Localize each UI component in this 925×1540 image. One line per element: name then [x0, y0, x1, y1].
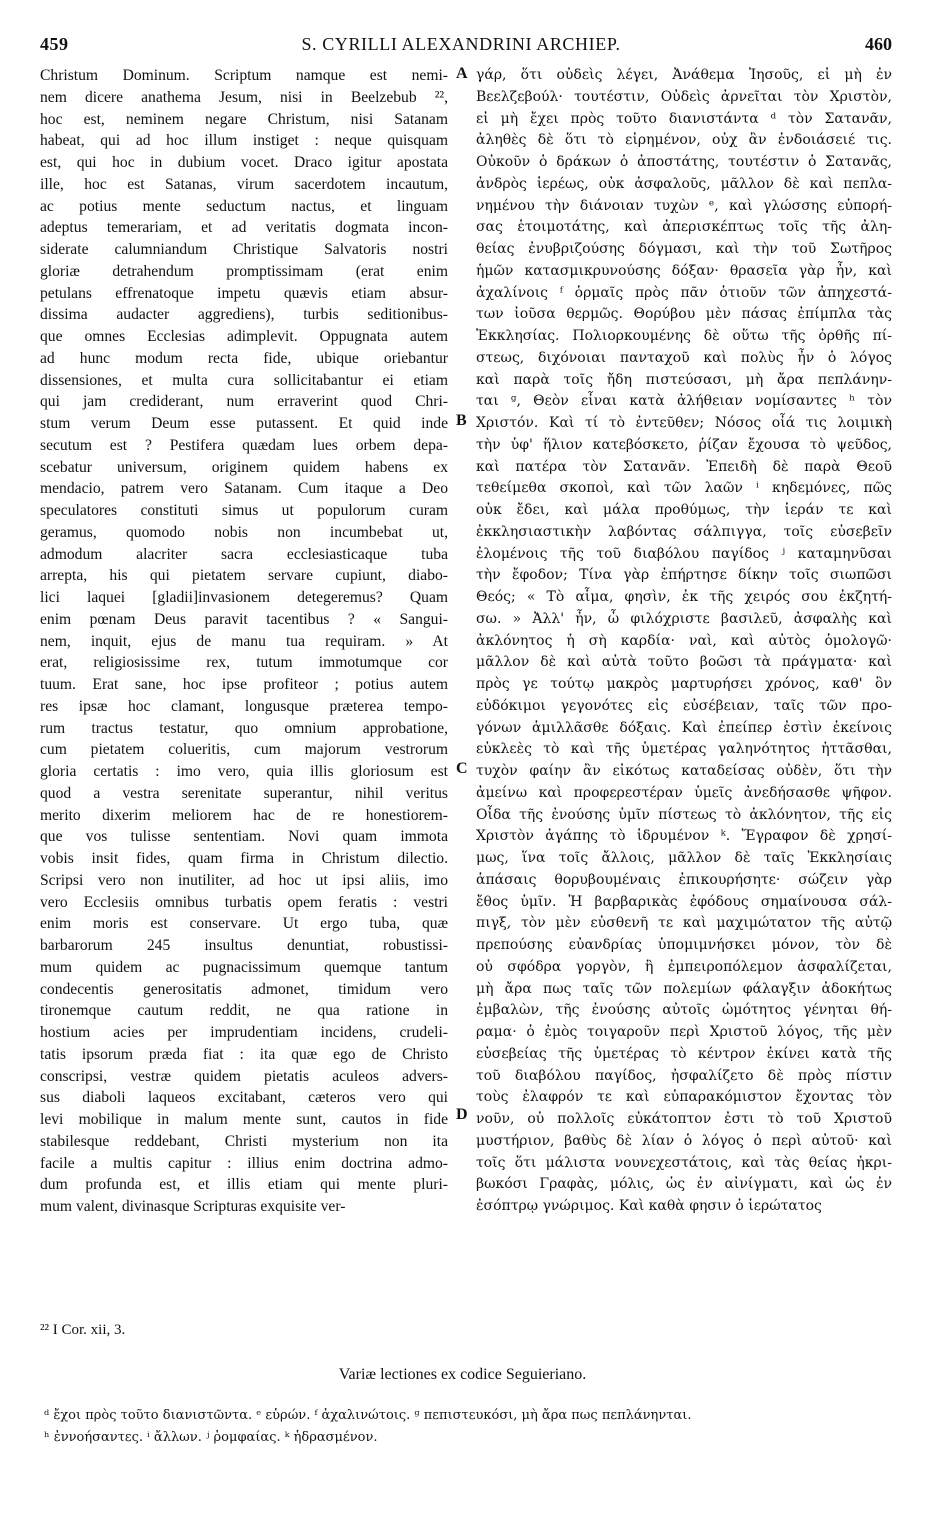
text-line: ἀχαλίνοις ᶠ ὁρμαῖς πρὸς πᾶν ὁτιοῦν τῶν ἀπηχεστά-: [476, 284, 892, 301]
greek-column: [476, 65, 892, 1218]
text-line: Scripsi vero non inutiliter, ad hoc ut ipsi aliis, imo: [40, 871, 448, 889]
text-line: μυστήριον, βαθὺς δὲ λίαν ὁ λόγος ὁ περὶ αὐτοῦ· καὶ: [476, 1132, 892, 1149]
text-line: quod a vestra serenitate superantur, nihil veritus: [40, 784, 448, 802]
margin-marker-a: A: [456, 65, 468, 82]
margin-marker-c: C: [456, 760, 468, 777]
text-line: speculatores constituti simus ut populorum curam: [40, 502, 448, 519]
text-line: adeptus temerariam, et ad veritatis dogmata incon-: [40, 219, 448, 237]
text-line: πρεπούσης εὐανδρίας ὑπομιμνήσκει μόνον, τὸν δὲ: [476, 937, 892, 953]
text-line: qui jam crediderant, num erraverint quod Chri-: [40, 393, 448, 411]
text-line: sus diaboli laqueos excitabant, cæteros vero qui: [40, 1089, 448, 1107]
text-line: οὐ σφόδρα γοργὸν, ἢ ἐμπειροπόλεμον ἀσφαλίζεται,: [476, 958, 892, 975]
text-line: καὶ πατέρα τὸν Σατανᾶν. Ἐπειδὴ δὲ παρὰ Θεοῦ: [476, 458, 892, 475]
text-line: rum tractus testatur, quo omnium approbatione,: [40, 719, 448, 737]
variae-lectiones-title: Variæ lectiones ex codice Seguieriano.: [338, 1366, 587, 1383]
text-line: barbarorum 245 insultus denuntiat, robustissi-: [40, 937, 448, 954]
text-line: que omnes Ecclesias adimplevit. Oppugnata autem: [40, 328, 448, 345]
text-line: petulans effrenatoque impetu quævis etiam absur-: [40, 284, 448, 302]
text-line: dum profunda est, et illis etiam qui mente pluri-: [40, 1176, 448, 1194]
text-line: τοὺς ἐλαφρόν τε καὶ εὐπαρακόμιστον ἔχοντας τὸν: [476, 1089, 892, 1106]
text-line: οὐκ ἔδει, καὶ μάλα προθύμως, τὴν ἱεράν τε καὶ: [476, 502, 892, 518]
text-line: dissensiones, et multa cura sollicitabantur ei etiam: [40, 371, 448, 389]
text-line: que vos tulisse sententiam. Novi quam immota: [40, 828, 448, 846]
text-line: εἰ μὴ ἔχει πρὸς τοῦτο διανιστάντα ᵈ τὸν Σατανᾶν,: [476, 110, 892, 127]
running-header: [30, 34, 892, 62]
text-line: στεως, διχόνοιαι πανταχοῦ καὶ πολὺς ἦν ὁ λόγος: [476, 349, 892, 366]
text-line: mum quidem ac pugnacissimum quemque tantum: [40, 958, 448, 976]
text-line: εὐσεβείας τῆς ὑμετέρας τὸ κέντρον ἐκίνει κατὰ τῆς: [476, 1045, 892, 1062]
text-line: secutum est ? Pestifera quædam lues orbem depa-: [40, 436, 448, 454]
text-line: levi mobilique in malum mente sunt, cautos in fide: [40, 1111, 448, 1128]
text-line: των ἰοῦσα θερμῶς. Θορύβου μὲν πάσας ἐπίμπλα τὰς: [476, 306, 892, 323]
text-line: erat, religiosissime rex, tutum immotumque cor: [40, 654, 448, 672]
text-line: conscripsi, vestræ quidem pietatis aculeos advers-: [40, 1067, 448, 1085]
text-line: τοῦ διαβόλου παγίδος, ἠσφαλίζετο δὲ πρὸς πίστιν: [476, 1067, 892, 1084]
running-title: S. CYRILLI ALEXANDRINI ARCHIEP.: [301, 34, 621, 54]
text-line: μὴ ἄρα πως ταῖς τῶν πολεμίων φάλαγξιν ἀδοκήτως: [476, 980, 892, 997]
text-line: ἐμβαλὼν, τῆς ἐνούσης αὐτοῖς ὠμότητος γένηται θή-: [476, 1002, 892, 1019]
text-line: ται ᵍ, Θεὸν εἶναι κατὰ ἀλήθειαν νομίσαντες ʰ τὸν: [476, 393, 892, 410]
text-line: merito dixerim meliorem hac de re honestiorem-: [40, 806, 448, 824]
text-line: Οἶδα τῆς ἐνούσης ὑμῖν πίστεως τὸ ἀκλόνητον, τῆς εἰς: [476, 806, 892, 823]
text-line: ille, hoc est Satanas, virum sacerdotem incautum,: [40, 175, 448, 193]
text-line: vero Ecclesiis omnibus turbatis opem feratis : vestri: [40, 893, 448, 911]
text-line: hoc est, neminem negare Christum, nisi Satanam: [40, 110, 448, 128]
text-line: nem dicere anathema Jesum, nisi in Beelzebub ²²,: [40, 88, 448, 106]
text-line: ἐσόπτρῳ γνώριμος. Καὶ καθὰ φησιν ὁ ἱερώτατος: [476, 1198, 822, 1214]
text-line: ἀμείνω καὶ προφερεστέραν ὑμεῖς ἀνεδήσασθε ψῆφον.: [476, 784, 892, 801]
text-line: habeat, qui ad hoc illum instiget : neque quisquam: [40, 132, 448, 150]
text-line: εὐδόκιμοι γεγονότες εἰς εὐσέβειαν, ταῖς τῶν προ-: [476, 697, 892, 714]
variant-readings-line: ʰ ἐννοήσαντες. ⁱ ἄλλων. ʲ ῥομφαίας. ᵏ ἡδρασμένον.: [44, 1430, 378, 1445]
text-line: tatis ipsorum præda fiat : ita quæ ego de Christo: [40, 1045, 448, 1063]
text-line: stabilesque reddebant, Christi mysterium non ita: [40, 1132, 448, 1150]
text-line: tironemque cautum reddit, ne qua ratione in: [40, 1002, 448, 1020]
margin-marker-b: B: [456, 412, 467, 429]
text-line: tuum. Erat sane, hoc ipse profiteor ; potius autem: [40, 676, 448, 693]
text-line: θείας ἐνυβριζούσης δόγμασι, καὶ τὴν τοῦ Σωτῆρος: [476, 241, 892, 257]
text-line: τὴν ἔφοδον; Τίνα γὰρ ἐπήρτησε δίκην τοῖς σιωπῶσι: [476, 567, 892, 584]
text-line: τυχὸν φαίην ἂν εἰκότως καταδείσας οὐδὲν, ὅτι τὴν: [476, 763, 892, 779]
text-line: scebatur universum, originem quidem habens ex: [40, 458, 448, 476]
text-line: γόνων ἁμιλλᾶσθε δόξαις. Καὶ ἐπείπερ ἐστὶν ἐκείνοις: [476, 719, 892, 736]
text-line: ἡμῶν κατασμικρυνούσης δόξαν· θρασεῖα γὰρ ἦν, καὶ: [476, 262, 892, 279]
scripture-footnote: ²² I Cor. xii, 3.: [40, 1322, 126, 1338]
text-line: Οὐκοῦν ὁ δράκων ὁ ἀποστάτης, τουτέστιν ὁ Σατανᾶς,: [476, 154, 892, 170]
text-line: μᾶλλον δὲ καὶ αὐτὰ τοῦτο βοῶσι τὰ πράγματα· καὶ: [476, 654, 892, 671]
text-line: ἀνδρὸς ἱερέως, οὐκ ἀσφαλοῦς, μᾶλλον δὲ καὶ πεπλα-: [476, 175, 892, 192]
text-line: condecentis generositatis admonet, timidum vero: [40, 980, 448, 998]
text-line: est, qui hoc in dubium vocet. Draco igitur apostata: [40, 154, 448, 171]
text-line: ἐλομένοις τῆς τοῦ διαβόλου παγίδος ʲ καταμηνῦσαι: [476, 545, 892, 562]
text-line: vobis insit fides, quam firma in Christum dilectio.: [40, 850, 448, 867]
text-line: ἀληθὲς δὲ ὅτι τὸ εἰρημένον, οὐχ ἂν ἐνδοιάσειέ τις.: [476, 132, 892, 149]
text-line: νημένου τὴν διάνοιαν τυχὼν ᵉ, καὶ γλώσσης εὐπορή-: [476, 197, 892, 214]
text-line: ἐκκλησιαστικὴν λαβόντας σάλπιγγα, τοῖς εὐσεβεῖν: [476, 523, 892, 540]
text-line: Βεελζεβούλ· τουτέστιν, Οὐδεὶς ἀρνεῖται τὸν Χριστὸν,: [476, 88, 892, 105]
text-line: γάρ, ὅτι οὐδεὶς λέγει, Ἀνάθεμα Ἰησοῦς, εἰ μὴ ἐν: [476, 67, 892, 83]
text-line: μως, ἵνα τοῖς ἄλλοις, μᾶλλον δὲ ταῖς Ἐκκλησίαις: [476, 850, 892, 866]
text-line: πρὸς γε τούτῳ μακρὸς μαρτυρήσει χρόνος, καθ' ὃν: [476, 676, 892, 692]
text-line: νοῦν, οὐ πολλοῖς εὐκάτοπτον ἐστι τὸ τοῦ Χριστοῦ: [476, 1111, 892, 1127]
text-line: Χριστὸν ἀγάπης τὸ ἱδρυμένον ᵏ. Ἔγραφον δὲ χρησί-: [476, 828, 892, 845]
text-line: τοῖς ὅτι μάλιστα νουνεχεστάτοις, καὶ τὰς θείας ἠκρι-: [476, 1154, 892, 1171]
text-line: Θεός; « Τὸ αἷμα, φησὶν, ἐκ τῆς χειρός σου ἐκζητή-: [476, 589, 892, 605]
text-line: gloriæ detrahendum promptissimam (erat enim: [40, 262, 448, 280]
text-line: nem, inquit, ejus de manu tua requiram. » At: [40, 632, 448, 650]
margin-marker-d: D: [456, 1106, 468, 1123]
text-line: hostium acies per imprudentiam incidens, crudeli-: [40, 1024, 448, 1041]
page-number-right: 460: [865, 34, 892, 54]
text-line: mendacio, patrem vero Satanam. Cum itaque a Deo: [40, 480, 448, 498]
text-line: stum verum Deum esse putassent. Et quid inde: [40, 415, 448, 432]
text-line: Χριστόν. Καὶ τί τὸ ἐντεῦθεν; Νόσος οἶά τις λοιμικὴ: [476, 415, 892, 431]
text-line: arrepta, his qui pietatem servare cupiunt, diabo-: [40, 567, 448, 585]
text-line: ἀκλόνητος ἡ σὴ καρδία· ναὶ, καὶ αὐτὸς ὁμολογῶ·: [476, 632, 892, 649]
text-line: enim pœnam Deus paravit tacentibus ? « Sangui-: [40, 610, 448, 628]
text-line: ἔθος ὑμῖν. Ἡ βαρβαρικὰς ἐφόδους σημαίνουσα σάλ-: [476, 893, 892, 910]
text-line: ac potius mente seductum nactus, et linguam: [40, 197, 448, 215]
text-line: ἁπάσαις θορυβουμέναις ἐπικουρήσητε· σώζειν γὰρ: [476, 871, 892, 888]
text-line: admodum alacriter sacra ecclesiasticaque tuba: [40, 545, 448, 563]
text-line: cum pietatem colueritis, cum majorum vestrorum: [40, 741, 448, 759]
text-line: τεθείμεθα σκοποὶ, καὶ τῶν λαῶν ⁱ κηδεμόνες, πῶς: [476, 480, 892, 497]
text-line: mum valent, divinasque Scripturas exquisite ver-: [40, 1198, 346, 1215]
text-line: dissima audacter aggrediens), turbis seditionibus-: [40, 306, 448, 324]
text-line: res ipsæ hoc clamant, longusque præterea tempo-: [40, 697, 448, 715]
text-line: πιγξ, τὸν μὲν εὐσθενῆ τε καὶ μαχιμώτατον τῆς αὐτῷ: [476, 915, 892, 932]
text-line: βωκόσι Γραφὰς, μόλις, ὡς ἐν αἰνίγματι, καὶ ὡς ἐν: [476, 1176, 892, 1193]
text-line: ad hunc modum recta fide, ubique oriebantur: [40, 349, 448, 367]
text-line: τὴν ὑφ' ἥλιον κατεβόσκετο, ῥίζαν ἔχουσα τὸ ψεῦδος,: [476, 436, 892, 453]
text-line: ραμα· ὁ ἐμὸς τοιγαροῦν περὶ Χριστοῦ λόγος, τῆς μὲν: [476, 1024, 892, 1040]
text-line: εὐκλεὲς τὸ καὶ τῆς ὑμετέρας γαληνότητος ἡττᾶσθαι,: [476, 741, 892, 758]
text-line: gloria certatis : imo vero, quia illis gloriosum est: [40, 763, 448, 780]
text-line: Ἐκκλησίας. Πολιορκουμένης δὲ οὕτω τῆς ὀρθῆς πί-: [476, 328, 892, 344]
text-line: enim moris est conservare. Ut ergo tuba, quæ: [40, 915, 448, 933]
text-line: καὶ παρὰ τοῖς ἤδη πιστεύσασι, μὴ ἄρα πεπλάνην-: [476, 371, 892, 388]
text-line: Christum Dominum. Scriptum namque est nemi-: [40, 67, 448, 84]
text-line: lici laquei [gladii]invasionem detegeremus? Quam: [40, 589, 448, 606]
page-number-left: 459: [40, 34, 69, 54]
text-line: geramus, quomodo nobis non incumbebat ut,: [40, 523, 448, 541]
text-line: σας ἑτοιμοτάτης, καὶ ἀπερισκέπτως τοῖς τῆς ἀλη-: [476, 219, 892, 236]
text-line: siderate calumniandum Christique Salvatoris nostri: [40, 241, 448, 258]
latin-column: [40, 65, 448, 1218]
text-line: facile a multis capitur : illius enim doctrina admo-: [40, 1154, 448, 1172]
variant-readings-line: ᵈ ἔχοι πρὸς τοῦτο διανιστῶντα. ᵉ εὑρών. ᶠ ἀχαλινώτοις. ᵍ πεπιστευκόσι, μὴ ἄρα πως πεπλάνηνται.: [44, 1408, 692, 1423]
text-line: σω. » Ἀλλ' ἦν, ὦ φιλόχριστε βασιλεῦ, ἀσφαλὴς καὶ: [476, 610, 892, 627]
